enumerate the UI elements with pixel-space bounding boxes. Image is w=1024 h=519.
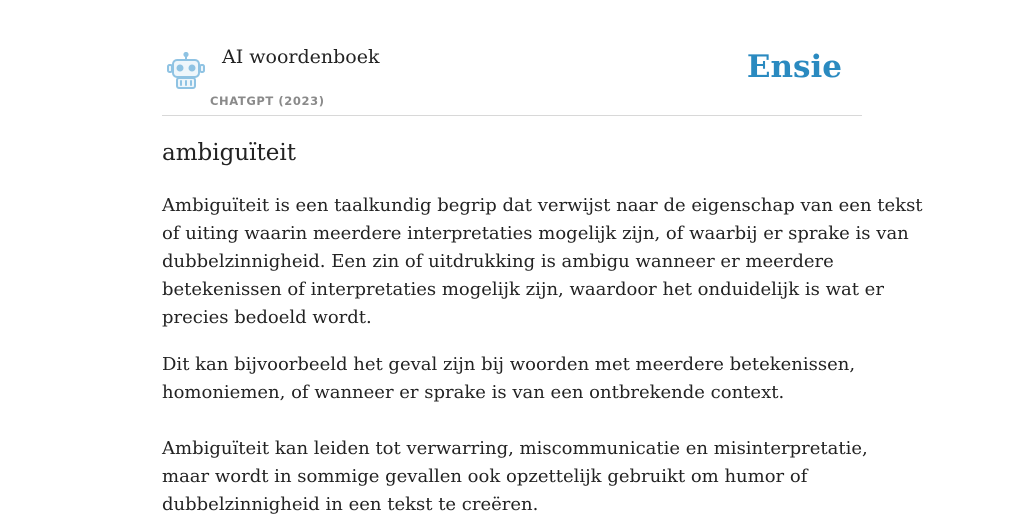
definition-line: betekenissen of interpretaties mogelijk zijn, waardoor het onduidelijk is wat er: [162, 279, 884, 300]
robot-icon: [166, 52, 206, 90]
definition-paragraph-1: [162, 192, 923, 332]
definition-paragraph-3: [162, 435, 868, 519]
definition-line: dubbelzinnigheid. Een zin of uitdrukking is ambigu wanneer er meerdere: [162, 251, 834, 272]
entry-header: [162, 0, 862, 116]
definition-line: homoniemen, of wanneer er sprake is van een ontbrekende context.: [162, 382, 785, 403]
definition-paragraph-2: [162, 351, 862, 407]
definition-line: precies bedoeld wordt.: [162, 307, 372, 328]
entry-card: [162, 0, 923, 515]
source-subtitle: CHATGPT (2023): [210, 94, 325, 108]
definition-line: Ambiguïteit is een taalkundig begrip dat verwijst naar de eigenschap van een tekst: [162, 195, 923, 216]
source-title[interactable]: AI woordenboek: [222, 46, 380, 68]
definition-line: dubbelzinnigheid in een tekst te creëren.: [162, 494, 539, 515]
definition-line: of uiting waarin meerdere interpretaties mogelijk zijn, of waarbij er sprake is van: [162, 223, 909, 244]
brand-logo[interactable]: Ensie: [746, 49, 842, 85]
entry-term: ambiguïteit: [162, 140, 296, 166]
entry-definition: [162, 192, 923, 519]
definition-line: Ambiguïteit kan leiden tot verwarring, miscommunicatie en misinterpretatie,: [162, 438, 868, 459]
definition-line: Dit kan bijvoorbeeld het geval zijn bij woorden met meerdere betekenissen,: [162, 354, 856, 375]
definition-line: maar wordt in sommige gevallen ook opzettelijk gebruikt om humor of: [162, 466, 808, 487]
